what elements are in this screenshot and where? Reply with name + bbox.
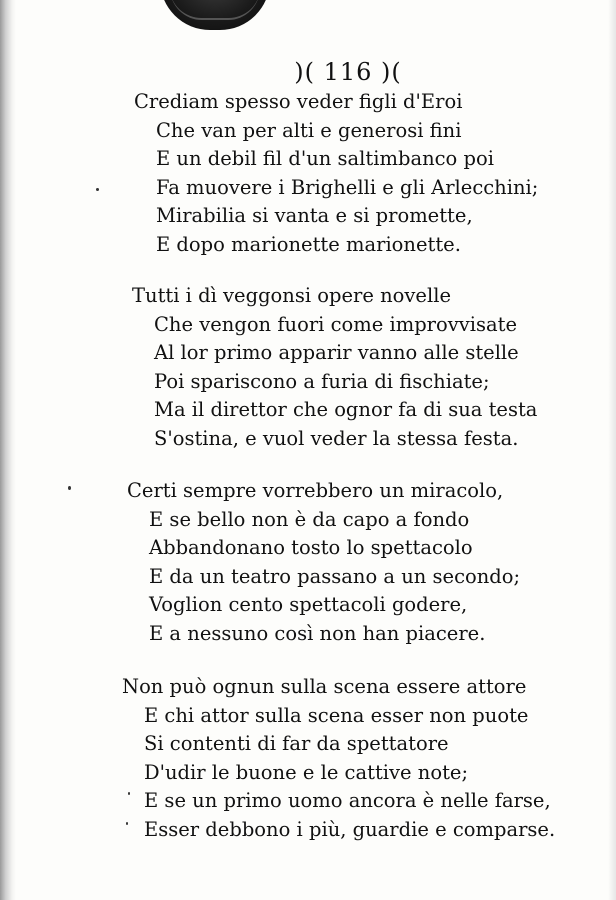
verse-line: Tutti i dì veggonsi opere novelle: [132, 284, 451, 307]
ink-speck: [96, 188, 99, 191]
verse-line: Al lor primo apparir vanno alle stelle: [154, 341, 519, 364]
verse-line: Fa muovere i Brighelli e gli Arlecchini;: [156, 175, 539, 199]
verse-line: Crediam spesso veder figli d'Eroi: [134, 90, 463, 113]
verse-line: Non può ognun sulla scena essere attore: [122, 675, 527, 698]
page-number: [0, 58, 616, 86]
page-edge: [608, 0, 616, 900]
verse-line: Certi sempre vorrebbero un miracolo,: [127, 479, 504, 502]
verse-line: Abbandonano tosto lo spettacolo: [149, 536, 473, 559]
stanza-1: [134, 88, 538, 259]
verse-line: Che vengon fuori come improvvisate: [154, 312, 518, 336]
verse-line: E da un teatro passano a un secondo;: [149, 564, 521, 588]
page-number-left-ornament: )(: [294, 58, 315, 86]
page-number-value: 116: [323, 58, 373, 86]
binding-shadow: [0, 0, 16, 900]
stanza-4: [122, 673, 555, 844]
verse-line: Si contenti di far da spettatore: [144, 732, 449, 755]
verse-line: E un debil fil d'un saltimbanco poi: [156, 147, 494, 170]
verse-line: Voglion cento spettacoli godere,: [149, 593, 468, 616]
ink-speck: [126, 822, 128, 825]
verse-line: S'ostina, e vuol veder la stessa festa.: [154, 426, 519, 450]
verse-line: Poi spariscono a furia di fischiate;: [154, 369, 490, 393]
ink-speck: [128, 792, 130, 795]
verse-line: E dopo marionette marionette.: [156, 232, 461, 256]
verse-line: Ma il direttor che ognor fa di sua testa: [154, 398, 538, 421]
verse-line: D'udir le buone e le cattive note;: [144, 760, 469, 784]
verse-line: E chi attor sulla scena esser non puote: [144, 703, 529, 727]
stanza-3: [127, 477, 520, 648]
ink-speck: [68, 486, 71, 490]
verse-line: Che van per alti e generosi fini: [156, 118, 462, 142]
verse-line: Esser debbono i più, guardie e comparse.: [144, 817, 556, 841]
ink-seal: [160, 0, 270, 30]
stanza-2: [132, 282, 537, 453]
verse-line: E a nessuno così non han piacere.: [149, 621, 486, 645]
verse-line: E se un primo uomo ancora è nelle farse,: [144, 789, 551, 812]
verse-line: E se bello non è da capo a fondo: [149, 507, 470, 531]
page-number-right-ornament: )(: [381, 58, 402, 86]
verse-line: Mirabilia si vanta e si promette,: [156, 204, 473, 227]
